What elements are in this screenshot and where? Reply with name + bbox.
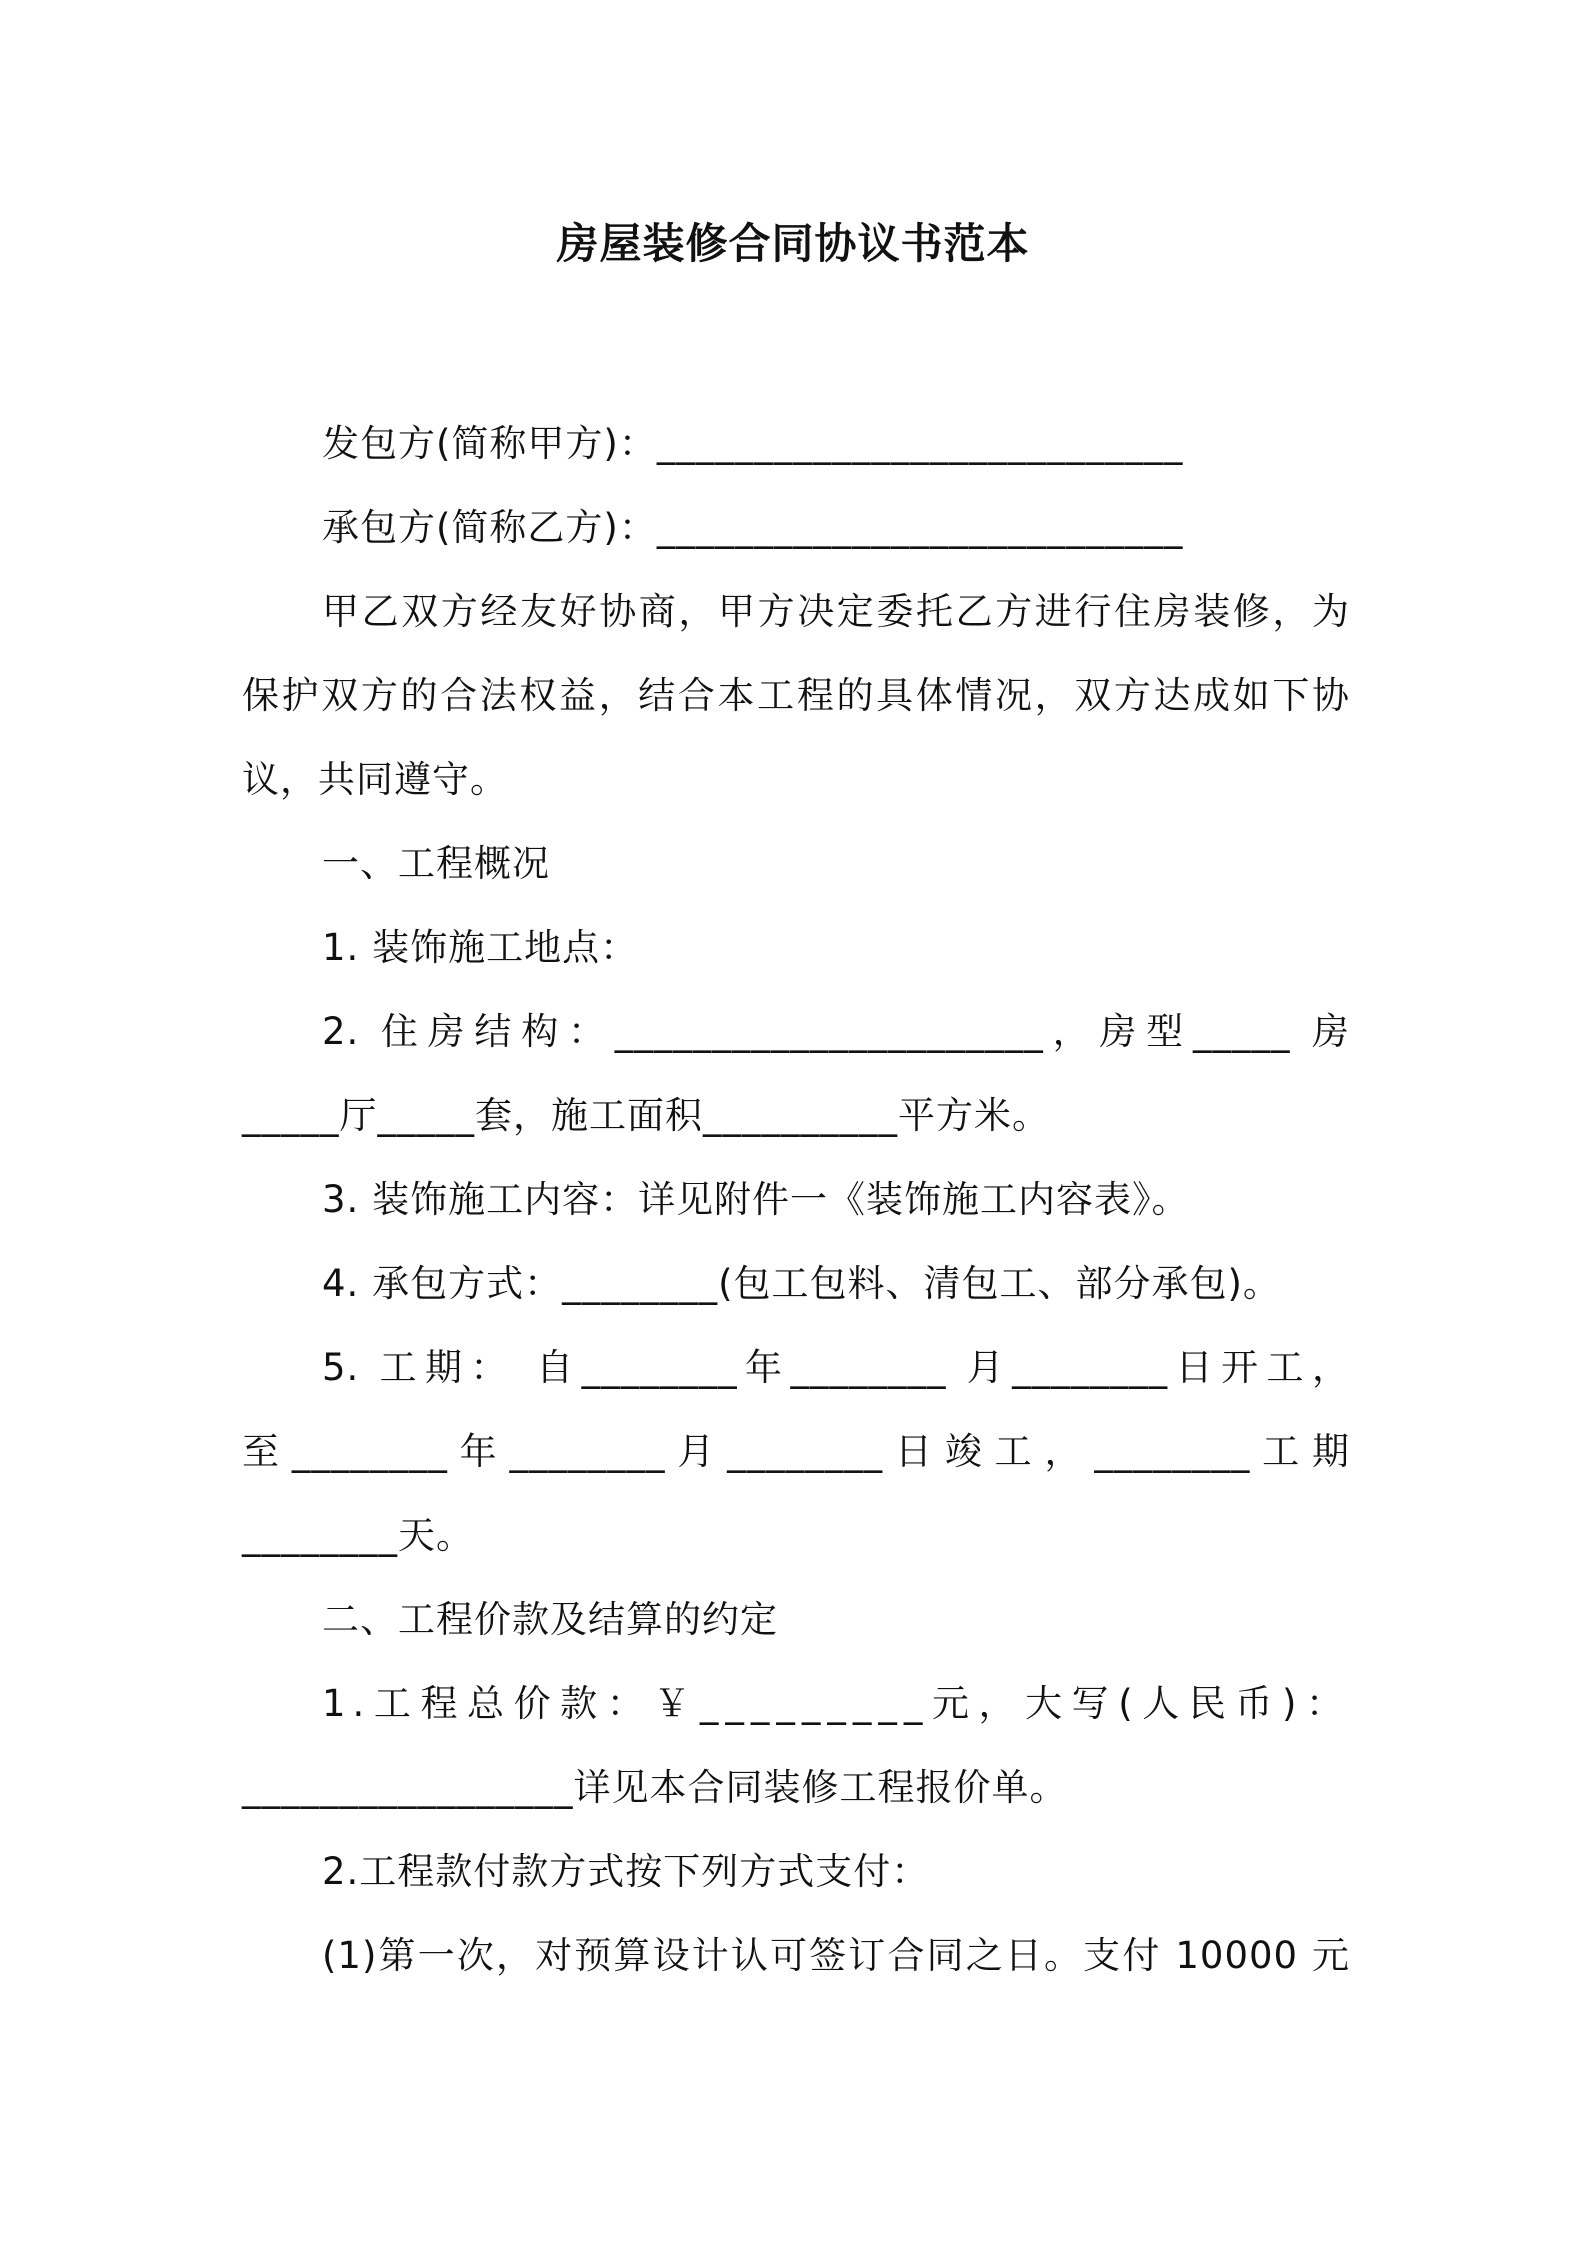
clause-1-3: 3. 装饰施工内容：详见附件一《装饰施工内容表》。 (322, 1178, 1190, 1221)
preamble-line-3: 议，共同遵守。 (242, 758, 508, 801)
clause-1-2-cont: _____厅_____套，施工面积__________平方米。 (242, 1094, 1050, 1137)
clause-1-2: 2. 住房结构：______________________，房型_____ 房 (322, 1010, 1350, 1053)
clause-1-5: 5. 工期： 自________年________ 月________日开工， (322, 1346, 1350, 1389)
clause-2-1: 1.工程总价款：￥_________元，大写(人民币)： (322, 1682, 1350, 1725)
party-b-line: 承包方(简称乙方)：___________________________ (322, 506, 1184, 549)
document-title: 房屋装修合同协议书范本 (556, 219, 1030, 268)
clause-2-2: 2.工程款付款方式按下列方式支付： (322, 1850, 930, 1893)
clause-1-1: 1. 装饰施工地点： (322, 926, 639, 969)
clause-2-1-cont: _________________详见本合同装修工程报价单。 (242, 1766, 1068, 1809)
clause-2-2-1: (1)第一次，对预算设计认可签订合同之日。支付 10000 元 (322, 1934, 1350, 1977)
section-heading-2: 二、工程价款及结算的约定 (322, 1598, 778, 1641)
clause-1-5-end: ________天。 (242, 1514, 474, 1557)
party-a-line: 发包方(简称甲方)：___________________________ (322, 422, 1184, 465)
preamble-line-2: 保护双方的合法权益，结合本工程的具体情况，双方达成如下协 (242, 674, 1350, 717)
clause-1-5-cont: 至________年________月________日竣工，________工期 (242, 1430, 1350, 1473)
preamble-line-1: 甲乙双方经友好协商，甲方决定委托乙方进行住房装修，为 (322, 590, 1350, 633)
section-heading-1: 一、工程概况 (322, 842, 550, 885)
clause-1-4: 4. 承包方式：________(包工包料、清包工、部分承包)。 (322, 1262, 1281, 1305)
